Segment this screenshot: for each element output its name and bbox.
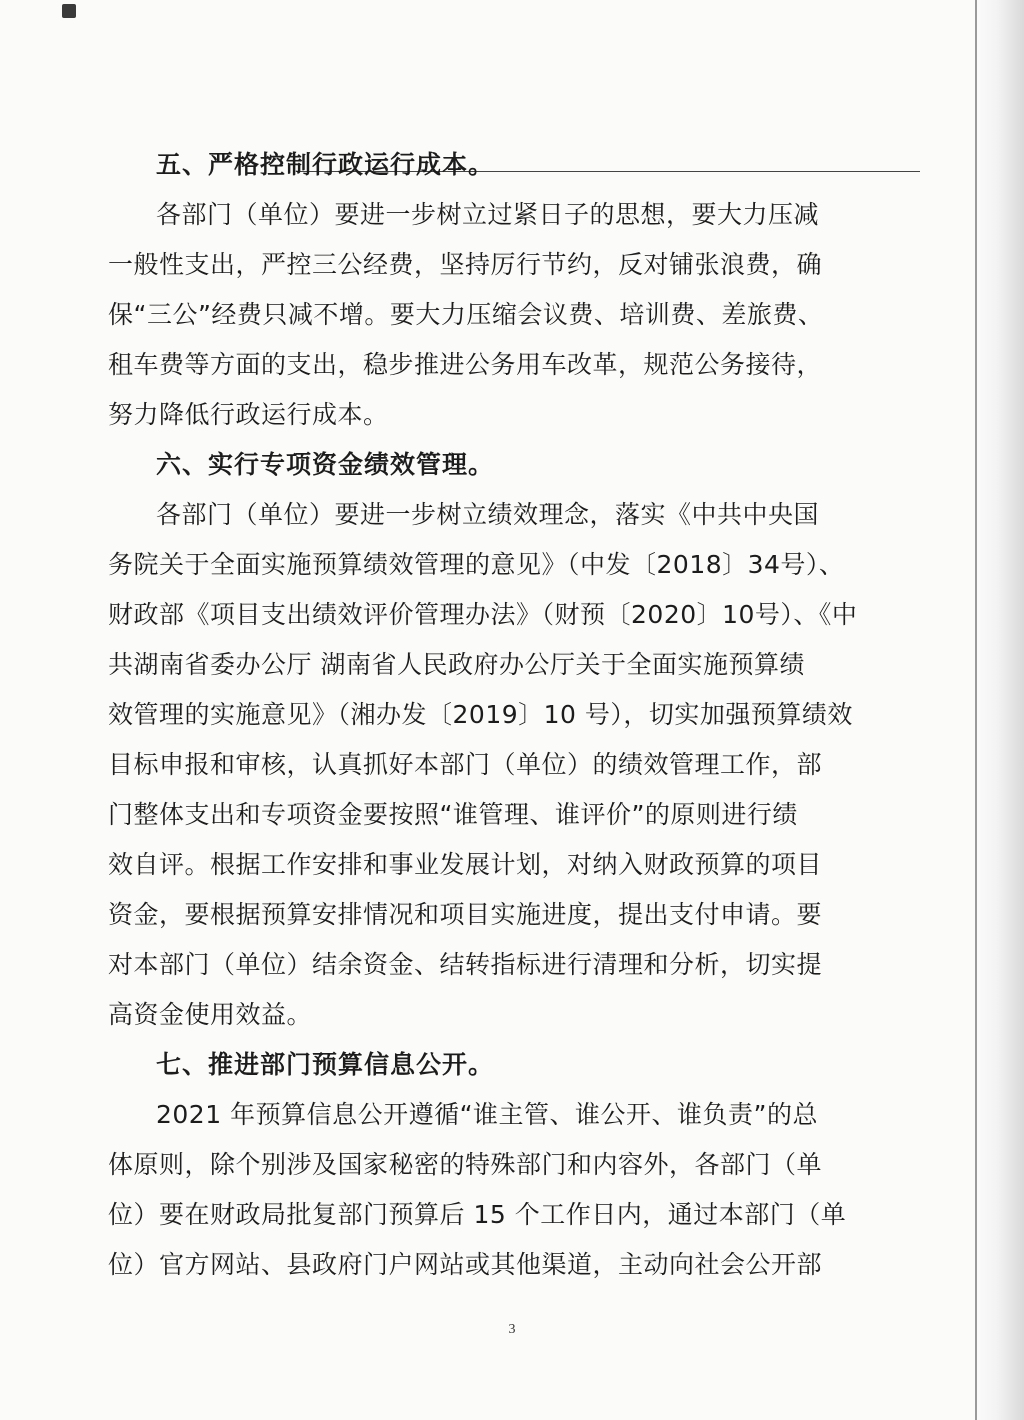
paragraph-line: 效管理的实施意见》（湘办发〔2019〕10 号），切实加强预算绩效 [108,700,853,729]
paragraph-line: 保“三公”经费只减不增。要大力压缩会议费、培训费、差旅费、 [108,300,824,329]
paragraph-line: 对本部门（单位）结余资金、结转指标进行清理和分析，切实提 [108,950,823,979]
paragraph-line: 位）官方网站、县政府门户网站或其他渠道，主动向社会公开部 [108,1250,823,1279]
paragraph-line: 高资金使用效益。 [108,1000,313,1029]
section-heading: 七、推进部门预算信息公开。 [156,1050,495,1079]
section-heading: 六、实行专项资金绩效管理。 [156,450,495,479]
paragraph-line: 资金，要根据预算安排情况和项目实施进度，提出支付申请。要 [108,900,823,929]
paragraph-first-line: 2021 年预算信息公开遵循“谁主管、谁公开、谁负责”的总 [156,1100,818,1129]
paragraph-first-line: 各部门（单位）要进一步树立过紧日子的思想，要大力压减 [156,200,820,229]
paragraph-line: 效自评。根据工作安排和事业发展计划，对纳入财政预算的项目 [108,850,823,879]
section-heading: 五、严格控制行政运行成本。 [156,150,495,179]
paragraph-line: 务院关于全面实施预算绩效管理的意见》（中发〔2018〕34号）、 [108,550,845,579]
paragraph-line: 目标申报和审核，认真抓好本部门（单位）的绩效管理工作，部 [108,750,823,779]
paragraph-line: 共湖南省委办公厅 湖南省人民政府办公厅关于全面实施预算绩 [108,650,805,679]
paragraph-line: 租车费等方面的支出，稳步推进公务用车改革，规范公务接待， [108,350,823,379]
paragraph-line: 门整体支出和专项资金要按照“谁管理、谁评价”的原则进行绩 [108,800,798,829]
document-body [108,140,888,1290]
page-number: 3 [508,1322,516,1337]
paragraph-line: 一般性支出，严控三公经费，坚持厉行节约，反对铺张浪费，确 [108,250,823,279]
paragraph-line: 位）要在财政局批复部门预算后 15 个工作日内，通过本部门（单 [108,1200,847,1229]
scan-smudge [62,4,76,18]
paragraph-line: 努力降低行政运行成本。 [108,400,389,429]
paragraph-line: 财政部《项目支出绩效评价管理办法》（财预〔2020〕10号）、《中 [108,600,858,629]
paragraph-first-line: 各部门（单位）要进一步树立绩效理念，落实《中共中央国 [156,500,820,529]
paragraph-line: 体原则，除个别涉及国家秘密的特殊部门和内容外，各部门（单 [108,1150,823,1179]
